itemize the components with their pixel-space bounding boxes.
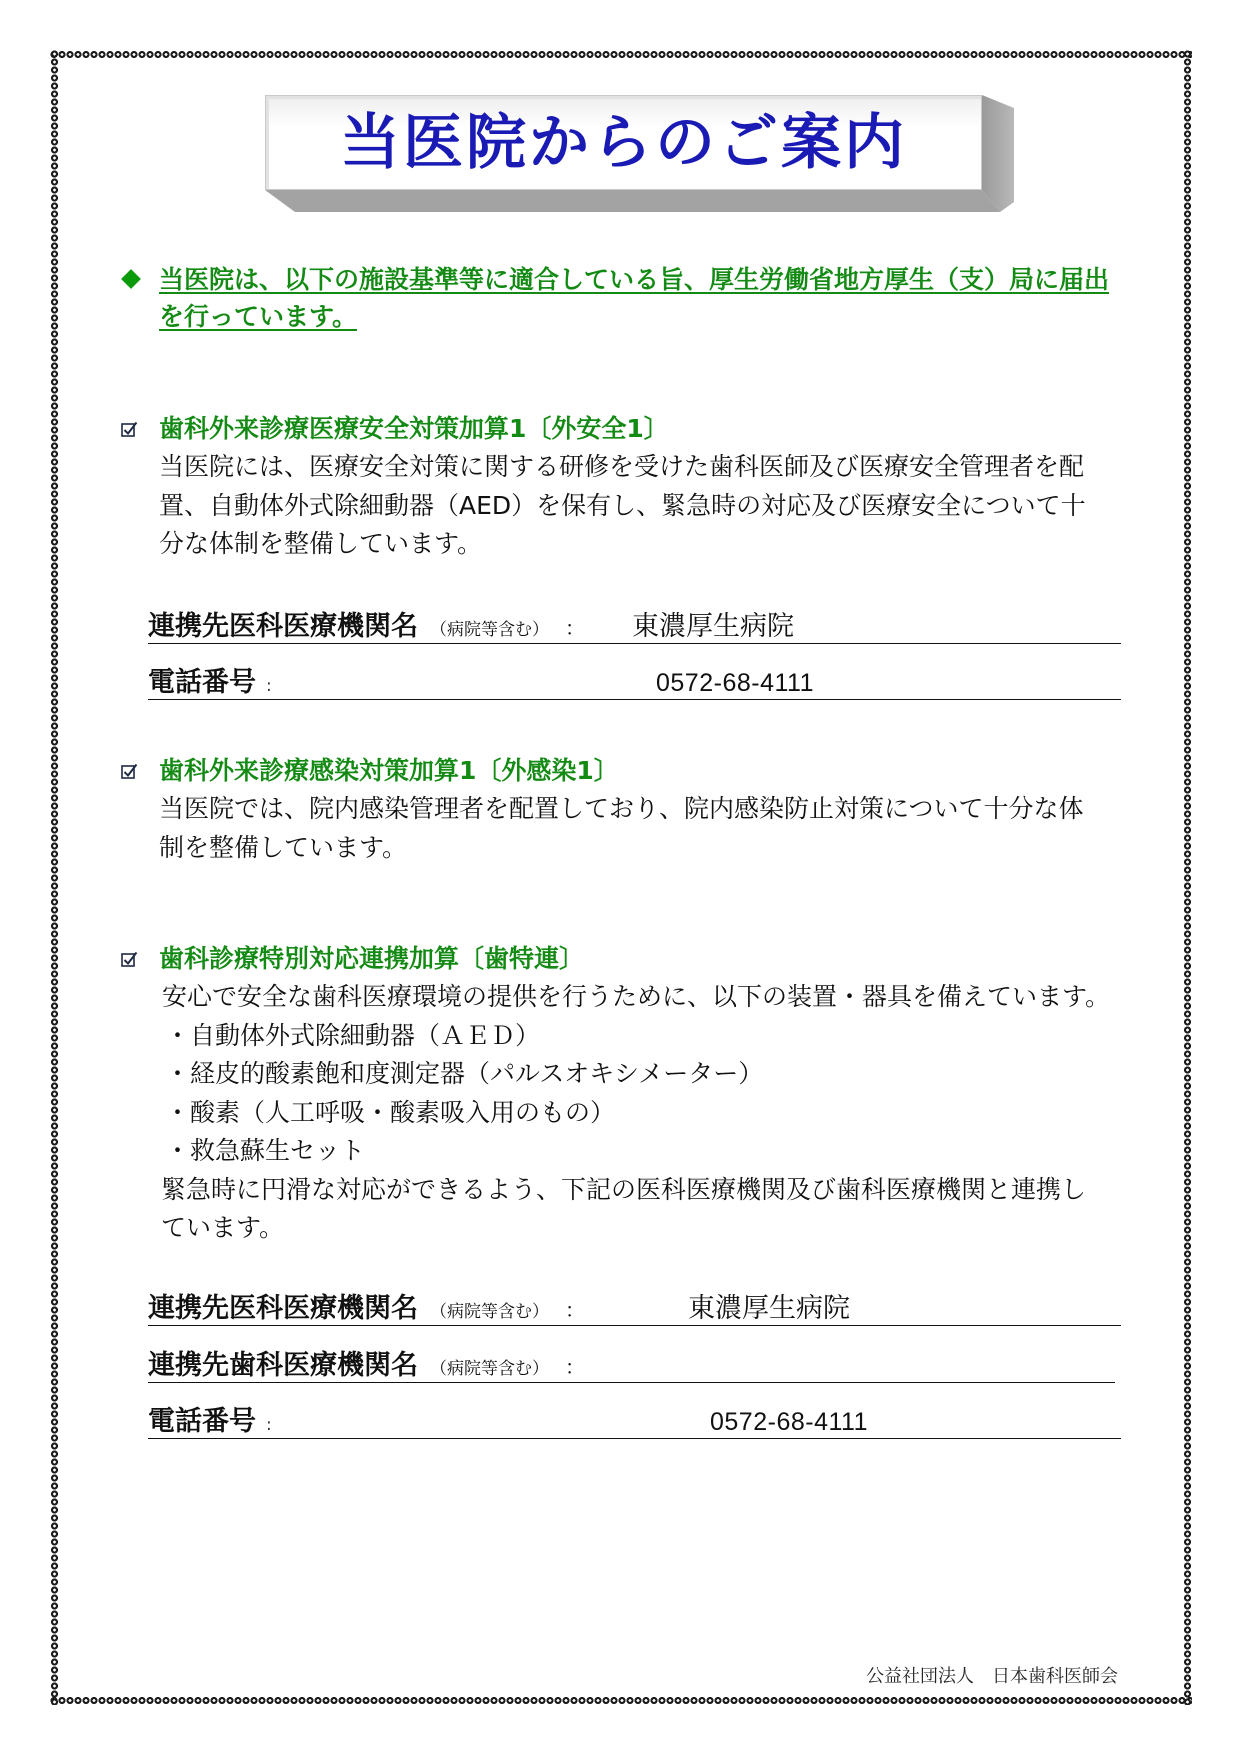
section-title: 歯科外来診療医療安全対策加算1〔外安全1〕 — [159, 414, 669, 443]
footer-publisher: 公益社団法人 日本歯科医師会 — [866, 1666, 1118, 1687]
row-colon: : — [266, 676, 272, 696]
section-intro-line: 安心で安全な歯科医療環境の提供を行うために、以下の装置・器具を備えています。 — [162, 982, 1111, 1011]
ornament-border-right — [1183, 50, 1192, 1705]
section-special-care — [121, 940, 1131, 1248]
section-body-line: 当医院では、院内感染管理者を配置しており、院内感染防止対策について十分な体 — [159, 794, 1084, 823]
phone-value: 0572-68-4111 — [710, 1408, 868, 1436]
row-label: 電話番号 — [148, 667, 256, 698]
phone-number-row — [148, 662, 1121, 700]
section-heading — [121, 752, 1131, 790]
notice-line-text: 当医院は、以下の施設基準等に適合している旨、厚生労働省地方厚生（支）局に届出 — [159, 265, 1110, 294]
row-label-group — [148, 1352, 585, 1379]
linked-medical-institution-row — [148, 606, 1121, 644]
section-heading — [121, 940, 1131, 978]
phone-number-row — [148, 1401, 1121, 1439]
section-closing-line: 緊急時に円滑な対応ができるよう、下記の医科医療機関及び歯科医療機関と連携し — [161, 1174, 1087, 1204]
row-label-group — [148, 613, 585, 640]
section-body-line: 当医院には、医療安全対策に関する研修を受けた歯科医師及び医療安全管理者を配 — [159, 452, 1085, 481]
section-title: 歯科診療特別対応連携加算〔歯特連〕 — [159, 944, 585, 973]
notice-line-text: を行っています。 — [159, 302, 358, 331]
linked-dental-institution-row — [148, 1345, 1115, 1383]
equipment-list-item: ・酸素（人工呼吸・酸素吸入用のもの） — [165, 1097, 616, 1127]
row-note: （病院等含む） — [430, 620, 549, 640]
section-safety — [121, 410, 1131, 564]
equipment-list-item: ・自動体外式除細動器（ＡＥＤ） — [165, 1020, 541, 1050]
row-label: 連携先医科医療機関名 — [148, 1293, 418, 1324]
row-label: 連携先医科医療機関名 — [148, 611, 418, 642]
checked-box-icon — [121, 951, 138, 968]
page-title: 当医院からのご案内 — [340, 107, 907, 178]
notice-text — [159, 261, 1149, 335]
row-note: （病院等含む） — [430, 1302, 549, 1322]
row-label-group — [148, 669, 272, 696]
row-note: （病院等含む） — [430, 1359, 549, 1379]
section-infection — [121, 752, 1131, 867]
title-box-right-face — [982, 95, 1014, 212]
section-heading — [121, 410, 1131, 448]
section-body-line: 分な体制を整備しています。 — [159, 529, 483, 558]
notice-line — [159, 261, 1149, 298]
row-colon: ： — [565, 1298, 585, 1322]
row-label: 連携先歯科医療機関名 — [148, 1350, 418, 1381]
ornament-border-bottom — [50, 1696, 1192, 1705]
equipment-list-item: ・救急蘇生セット — [165, 1136, 366, 1165]
row-label-group — [148, 1295, 585, 1322]
row-label-group — [148, 1408, 272, 1435]
row-colon: ： — [565, 1355, 585, 1379]
row-colon: : — [266, 1415, 272, 1435]
notice-line — [159, 298, 1149, 335]
title-box — [265, 95, 982, 190]
section-title: 歯科外来診療感染対策加算1〔外感染1〕 — [159, 756, 619, 785]
phone-value: 0572-68-4111 — [656, 669, 814, 697]
checked-box-icon — [121, 421, 138, 438]
checked-box-icon — [121, 763, 138, 780]
row-label: 電話番号 — [148, 1406, 256, 1437]
ornament-border-left — [50, 50, 59, 1705]
row-colon: ： — [565, 616, 585, 640]
section-body-line: 制を整備しています。 — [159, 832, 408, 862]
diamond-bullet-icon — [121, 269, 141, 289]
equipment-list-item: ・経皮的酸素飽和度測定器（パルスオキシメーター） — [165, 1059, 764, 1088]
row-value: 東濃厚生病院 — [688, 1293, 850, 1324]
title-box-bottom-face — [265, 190, 1000, 212]
row-value: 東濃厚生病院 — [632, 611, 794, 642]
linked-medical-institution-row — [148, 1288, 1121, 1326]
section-closing-line: ています。 — [161, 1213, 285, 1242]
section-body-line: 置、自動体外式除細動器（AED）を保有し、緊急時の対応及び医療安全について十 — [159, 490, 1086, 520]
